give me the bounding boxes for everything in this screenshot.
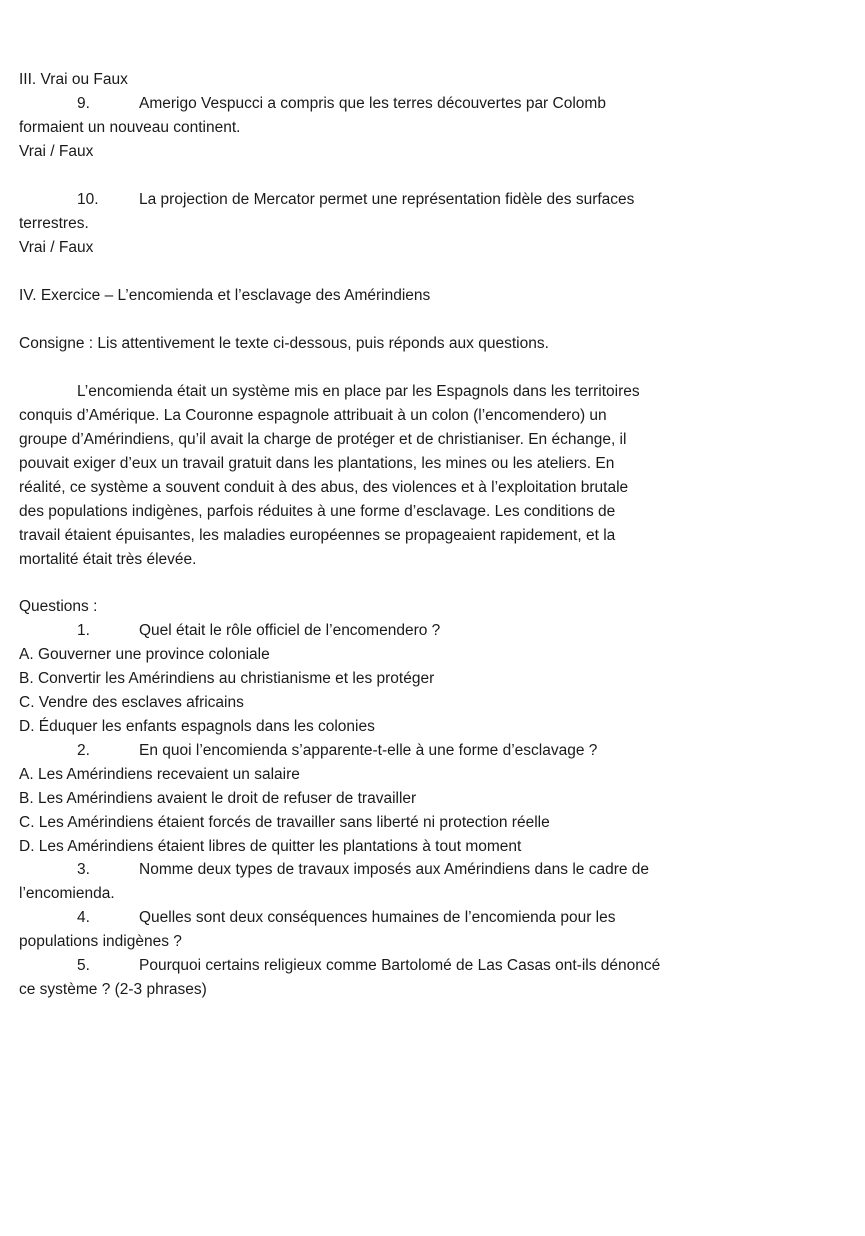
question-text: Pourquoi certains religieux comme Bartolomé de Las Casas ont-ils dénoncé [139, 957, 661, 974]
question-text-continued: terrestres. [19, 215, 89, 232]
instruction: Consigne : Lis attentivement le texte ci-dessous, puis réponds aux questions. [19, 335, 549, 352]
answer-option: D. Éduquer les enfants espagnols dans les colonies [19, 718, 375, 735]
answer-option: B. Convertir les Amérindiens au christianisme et les protéger [19, 670, 435, 687]
passage-line: conquis d’Amérique. La Couronne espagnole attribuait à un colon (l’encomendero) un [19, 407, 607, 424]
question-text: Quel était le rôle officiel de l’encomendero ? [139, 622, 441, 639]
passage-line: réalité, ce système a souvent conduit à des abus, des violences et à l’exploitation brutale [19, 479, 629, 496]
passage-line: pouvait exiger d’eux un travail gratuit dans les plantations, les mines ou les ateliers. En [19, 455, 615, 472]
true-false-choice: Vrai / Faux [19, 143, 94, 160]
question-text-continued: formaient un nouveau continent. [19, 119, 241, 136]
question-number: 4. [77, 909, 90, 926]
section-heading: IV. Exercice – L’encomienda et l’esclavage des Amérindiens [19, 287, 431, 304]
answer-option: B. Les Amérindiens avaient le droit de refuser de travailler [19, 790, 417, 807]
question-text-continued: ce système ? (2-3 phrases) [19, 981, 207, 998]
question-text: Nomme deux types de travaux imposés aux Amérindiens dans le cadre de [139, 861, 650, 878]
section-heading: III. Vrai ou Faux [19, 71, 128, 88]
answer-option: D. Les Amérindiens étaient libres de quitter les plantations à tout moment [19, 838, 522, 855]
question-text: La projection de Mercator permet une représentation fidèle des surfaces [139, 191, 635, 208]
question-number: 3. [77, 861, 90, 878]
question-text: En quoi l’encomienda s’apparente-t-elle à une forme d’esclavage ? [139, 742, 598, 759]
question-number: 2. [77, 742, 90, 759]
question-number: 10. [77, 191, 99, 208]
question-text-continued: l’encomienda. [19, 885, 115, 902]
question-text: Quelles sont deux conséquences humaines de l’encomienda pour les [139, 909, 616, 926]
answer-option: C. Les Amérindiens étaient forcés de travailler sans liberté ni protection réelle [19, 814, 550, 831]
question-text-continued: populations indigènes ? [19, 933, 182, 950]
question-number: 9. [77, 95, 90, 112]
question-number: 1. [77, 622, 90, 639]
passage-line: travail étaient épuisantes, les maladies européennes se propageaient rapidement, et la [19, 527, 616, 544]
passage-line: groupe d’Amérindiens, qu’il avait la charge de protéger et de christianiser. En échange, il [19, 431, 627, 448]
answer-option: C. Vendre des esclaves africains [19, 694, 244, 711]
answer-option: A. Gouverner une province coloniale [19, 646, 270, 663]
answer-option: A. Les Amérindiens recevaient un salaire [19, 766, 300, 783]
passage-line: L’encomienda était un système mis en place par les Espagnols dans les territoires [77, 383, 640, 400]
question-number: 5. [77, 957, 90, 974]
question-text: Amerigo Vespucci a compris que les terres découvertes par Colomb [139, 95, 606, 112]
true-false-choice: Vrai / Faux [19, 239, 94, 256]
questions-label: Questions : [19, 598, 98, 615]
passage-line: mortalité était très élevée. [19, 551, 197, 568]
passage-line: des populations indigènes, parfois réduites à une forme d’esclavage. Les conditions de [19, 503, 616, 520]
